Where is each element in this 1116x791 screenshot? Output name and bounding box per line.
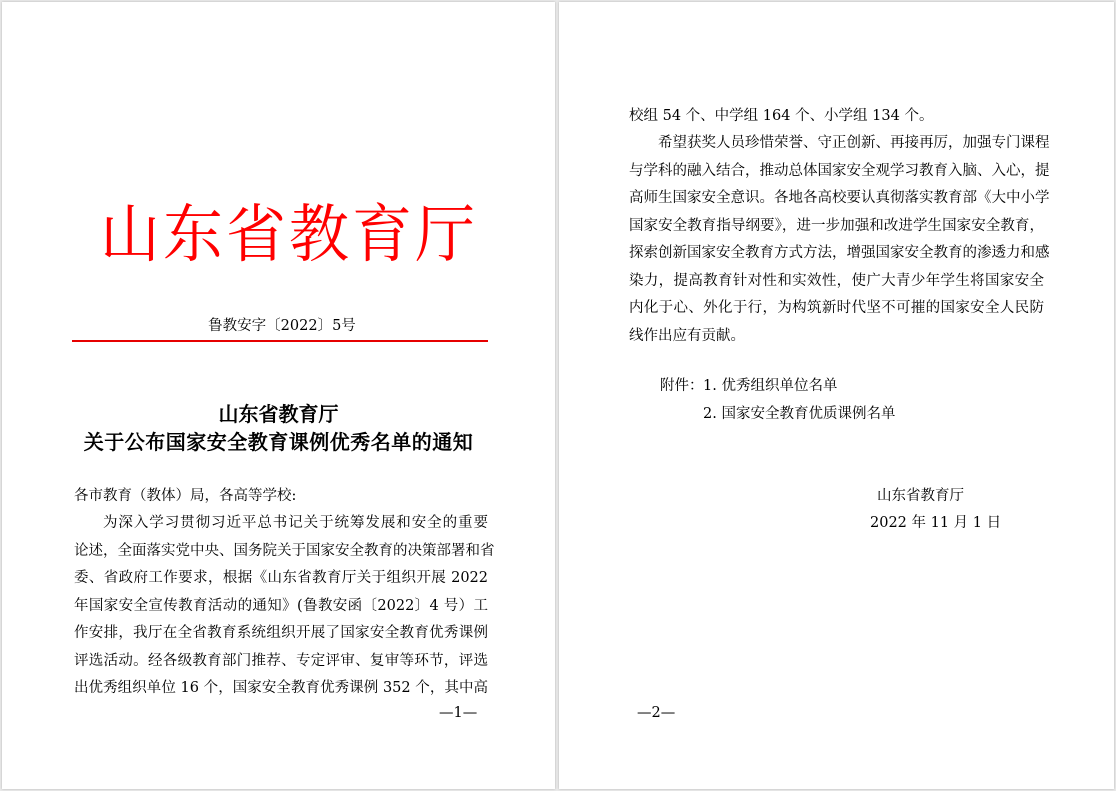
body-line: 高师生国家安全意识。各地各高校要认真彻落实教育部《大中小学 [629,190,1050,206]
document-number: 鲁教安字〔2022〕5号 [208,318,356,334]
body-line: 作安排，我厅在全省教育系统组织开展了国家安全教育优秀课例 [74,625,488,641]
red-divider-rule [72,340,488,342]
document-page-1 [2,2,555,789]
page-number: —2— [637,705,676,721]
notice-title-line-2: 关于公布国家安全教育课例优秀名单的通知 [83,430,474,454]
attachment-label: 附件： [660,378,704,394]
body-line: 内化于心、外化于行，为构筑新时代坚不可摧的国家安全人民防 [629,300,1044,316]
body-line: 年国家安全宣传教育活动的通知》(鲁教安函〔2022〕4 号）工 [74,598,488,614]
body-line: 希望获奖人员珍惜荣誉、守正创新、再接再厉，加强专门课程 [658,135,1050,151]
body-line: 评选活动。经各级教育部门推荐、专定评审、复审等环节，评选 [74,653,488,669]
signature-date: 2022 年 11 月 1 日 [870,515,1002,531]
body-line: 国家安全教育指导纲要》，进一步加强和改进学生国家安全教育， [629,218,1044,234]
salutation: 各市教育（教体）局，各高等学校: [74,488,297,504]
body-line: 为深入学习贯彻习近平总书记关于统筹发展和安全的重要 [103,515,488,531]
body-line: 探索创新国家安全教育方式方法，增强国家安全教育的渗透力和感 [629,245,1050,261]
body-line: 染力，提高教育针对性和实效性，使广大青少年学生将国家安全 [629,273,1044,289]
document-page-2 [559,2,1114,789]
body-line: 线作出应有贡献。 [629,328,745,344]
notice-title-line-1: 山东省教育厅 [218,402,339,426]
masthead-title: 山东省教育厅 [100,198,478,272]
body-line: 论述，全面落实党中央、国务院关于国家安全教育的决策部署和省 [74,543,495,559]
attachment-item: 2. 国家安全教育优质课例名单 [703,406,896,422]
page-number: —1— [439,705,478,721]
body-line: 与学科的融入结合，推动总体国家安全观学习教育入脑、入心，提 [629,163,1050,179]
body-line: 出优秀组织单位 16 个，国家安全教育优秀课例 352 个，其中高 [74,680,488,696]
signature-organization: 山东省教育厅 [877,488,964,504]
body-line: 校组 54 个、中学组 164 个、小学组 134 个。 [629,108,934,124]
body-line: 委、省政府工作要求，根据《山东省教育厅关于组织开展 2022 [74,570,488,586]
attachment-item: 1. 优秀组织单位名单 [703,378,838,394]
